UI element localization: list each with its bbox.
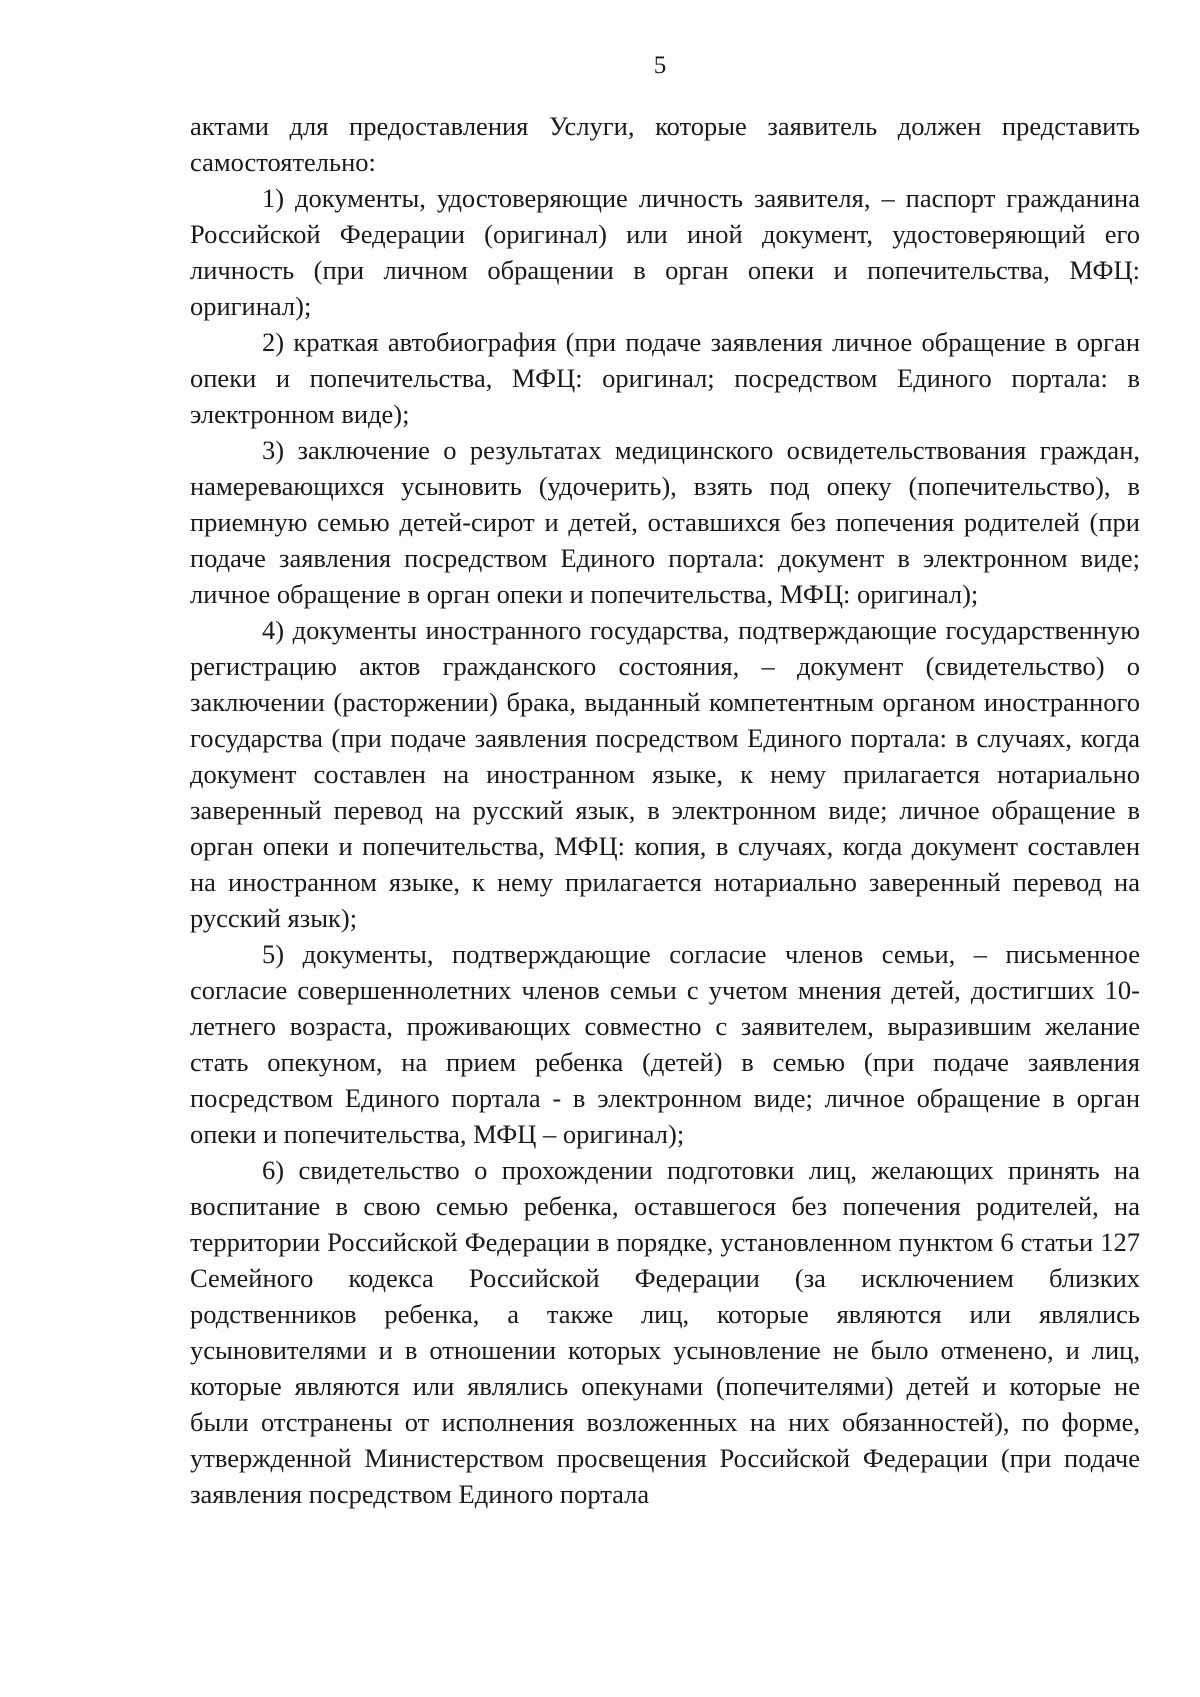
paragraph-item-2: 2) краткая автобиография (при подаче заявления личное обращение в орган опеки и попечительства, МФЦ: оригинал; посредством Единого портала: в электронном виде); [190,327,1140,429]
paragraph-intro: актами для предоставления Услуги, которые заявитель должен представить самостоятельно: [190,111,1140,177]
paragraph-item-6: 6) свидетельство о прохождении подготовки лиц, желающих принять на воспитание в свою семью ребенка, оставшегося без попечения родителей, на территории Российской Федерации в порядке, установленном пунктом 6 статьи 127 Семейного кодекса Российской Федерации (за исключением близких родственников ребенка, а также лиц, которые являются или являлись усыновителями и в отношении которых усыновление не было отменено, и лиц, которые являются или являлись опекунами (попечителями) детей и которые не были отстранены от исполнения возложенных на них обязанностей), по форме, утвержденной Министерством просвещения Российской Федерации (при подаче заявления посредством Единого портала [190,1155,1140,1509]
paragraph-item-4: 4) документы иностранного государства, подтверждающие государственную регистрацию актов гражданского состояния, – документ (свидетельство) о заключении (расторжении) брака, выданный компетентным органом иностранного государства (при подаче заявления посредством Единого портала: в случаях, когда документ составлен на иностранном языке, к нему прилагается нотариально заверенный перевод на русский язык, в электронном виде; личное обращение в орган опеки и попечительства, МФЦ: копия, в случаях, когда документ составлен на иностранном языке, к нему прилагается нотариально заверенный перевод на русский язык); [190,615,1140,933]
paragraph-item-3: 3) заключение о результатах медицинского освидетельствования граждан, намеревающихся усыновить (удочерить), взять под опеку (попечительство), в приемную семью детей-сирот и детей, оставшихся без попечения родителей (при подаче заявления посредством Единого портала: документ в электронном виде; личное обращение в орган опеки и попечительства, МФЦ: оригинал); [190,435,1140,609]
paragraph-item-5: 5) документы, подтверждающие согласие членов семьи, – письменное согласие совершеннолетних членов семьи с учетом мнения детей, достигших 10-летнего возраста, проживающих совместно с заявителем, выразившим желание стать опекуном, на прием ребенка (детей) в семью (при подаче заявления посредством Единого портала - в электронном виде; личное обращение в орган опеки и попечительства, МФЦ – оригинал); [190,939,1140,1149]
document-body [190,108,1140,1512]
page-number: 5 [653,52,667,79]
paragraph-item-1: 1) документы, удостоверяющие личность заявителя, – паспорт гражданина Российской Федерации (оригинал) или иной документ, удостоверяющий его личность (при личном обращении в орган опеки и попечительства, МФЦ: оригинал); [190,183,1140,321]
